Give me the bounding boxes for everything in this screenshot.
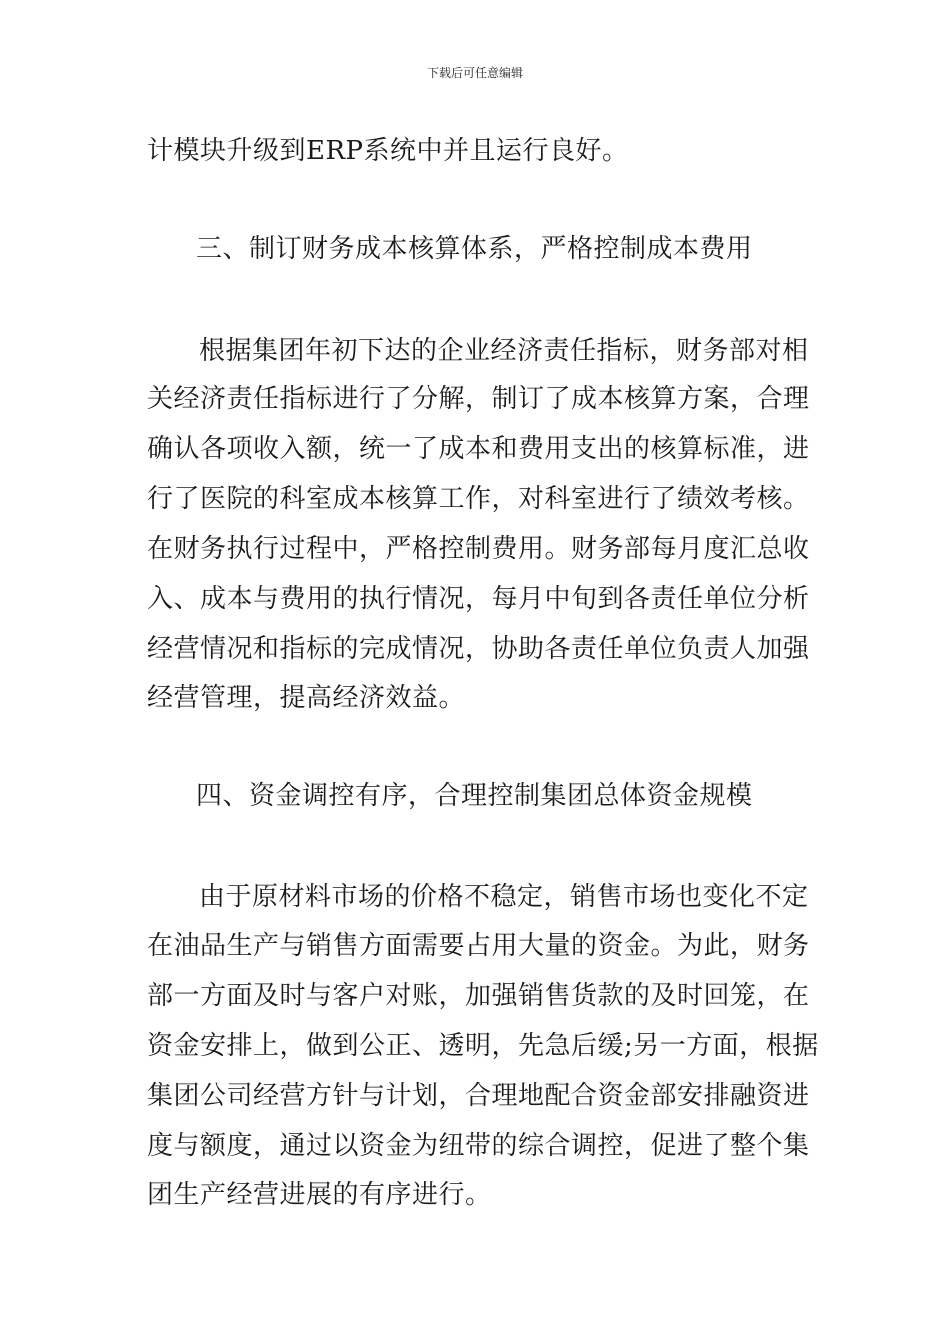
text-line: 在财务执行过程中，严格控制费用。财务部每月度汇总收 <box>147 534 810 564</box>
text-line: 确认各项收入额，统一了成本和费用支出的核算标准，进 <box>147 434 810 464</box>
text-line: 入、成本与费用的执行情况，每月中旬到各责任单位分析 <box>147 584 810 614</box>
text-line: 集团公司经营方针与计划，合理地配合资金部安排融资进 <box>147 1081 810 1111</box>
text-line: 度与额度，通过以资金为纽带的综合调控，促进了整个集 <box>147 1131 810 1161</box>
page-header: 下载后可任意编辑 <box>426 66 523 80</box>
text-line: 计模块升级到ERP系统中并且运行良好。 <box>147 136 629 166</box>
text-line: 关经济责任指标进行了分解，制订了成本核算方案，合理 <box>147 384 810 414</box>
text-line: 经营情况和指标的完成情况，协助各责任单位负责人加强 <box>147 634 810 664</box>
section-heading-4: 四、资金调控有序，合理控制集团总体资金规模 <box>196 781 753 811</box>
text-line: 资金安排上，做到公正、透明，先急后缓;另一方面，根据 <box>147 1031 819 1061</box>
text-line: 由于原材料市场的价格不稳定，销售市场也变化不定 <box>199 882 809 912</box>
text-line: 经营管理，提高经济效益。 <box>147 683 466 713</box>
text-line: 团生产经营进展的有序进行。 <box>147 1180 492 1210</box>
text-line: 根据集团年初下达的企业经济责任指标，财务部对相 <box>199 336 809 366</box>
text-line: 在油品生产与销售方面需要占用大量的资金。为此，财务 <box>147 931 810 961</box>
section-heading-3: 三、制订财务成本核算体系，严格控制成本费用 <box>196 234 753 264</box>
text-line: 行了医院的科室成本核算工作，对科室进行了绩效考核。 <box>147 484 810 514</box>
text-line: 部一方面及时与客户对账，加强销售货款的及时回笼，在 <box>147 981 810 1011</box>
